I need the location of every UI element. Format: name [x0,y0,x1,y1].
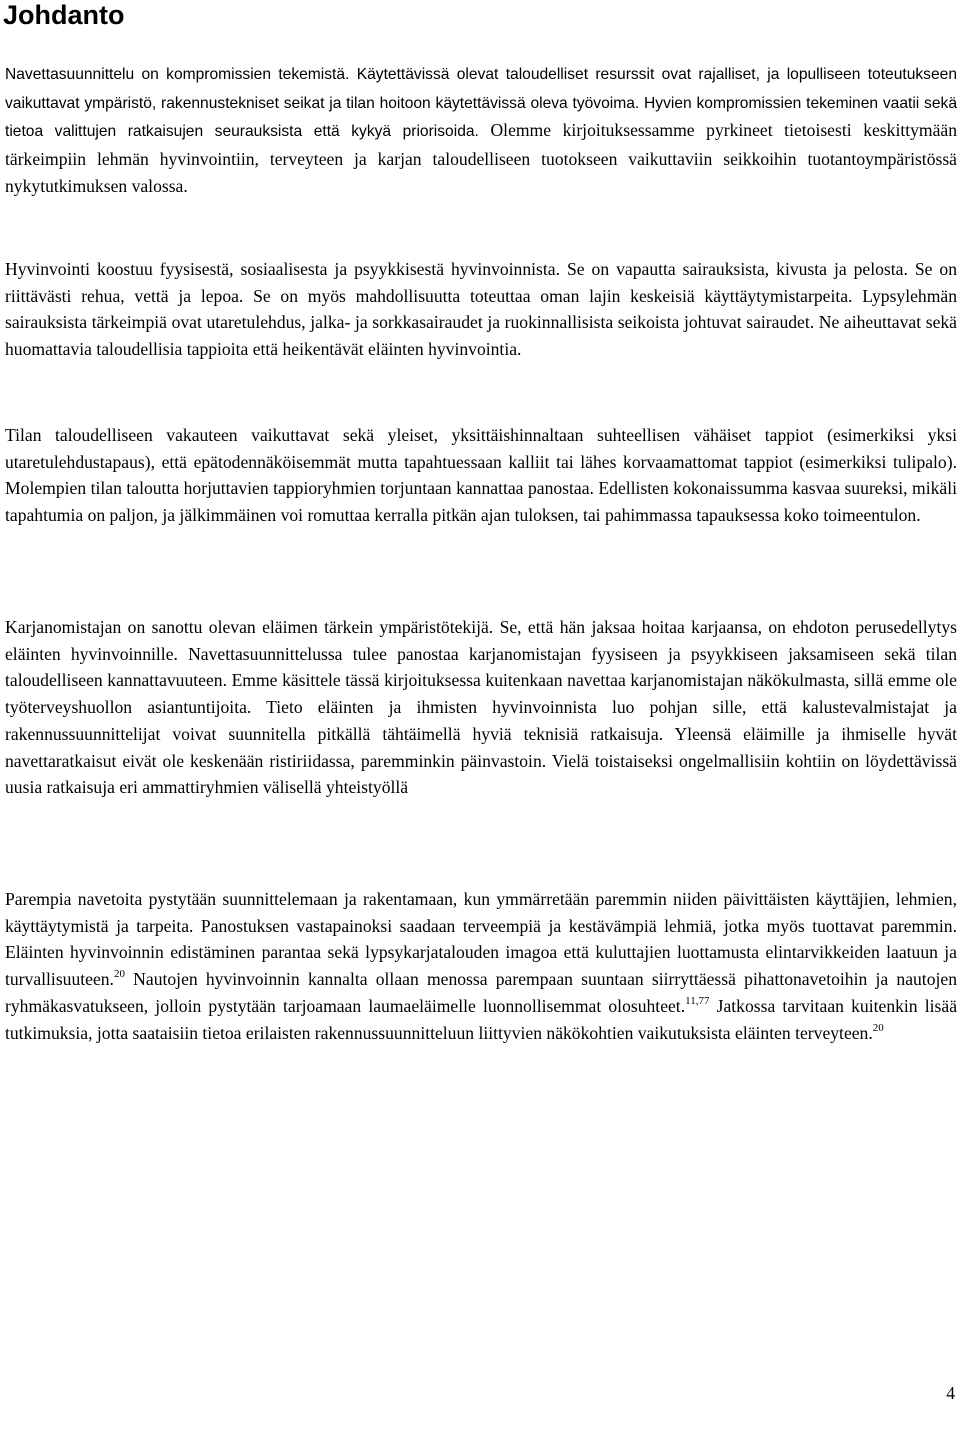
paragraph-text: Nautojen hyvinvoinnin kannalta ollaan menossa parempaan suuntaan siirryttäessä pihattonavetoihin ja nautojen ryhmäkasvatukseen, jolloin pystytään tarjoamaan laumaeläimelle luonnollisemmat olosuhteet. [5,969,957,1016]
paragraph-text: Parempia navetoita pystytään suunnittelemaan ja rakentamaan, kun ymmärretään paremmin niiden päivittäisten käyttäjien, lehmien, käyttäytymistä ja tarpeita. Panostuksen vastapainoksi saadaan terveempiä ja kestävämpiä lehmiä, jotka myös tuottavat paremmin. Eläinten hyvinvoinnin edistäminen parantaa sekä lypsykarjatalouden imagoa että kuluttajien luottamusta elintarvikkeiden laatuun ja turvallisuuteen. [5,889,957,990]
paragraph-farmer [5,614,957,801]
paragraph-text: Tilan taloudelliseen vakauteen vaikuttavat sekä yleiset, yksittäishinnaltaan suhteellisen vähäiset tappiot (esimerkiksi yksi utaretulehdustapaus), että epätodennäköisemmät mutta tapahtuessaan kalliit tai lähes korvaamattomat tappiot (esimerkiksi tulipalo). Molempien tilan taloutta horjuttavien tappioryhmien torjuntaan kannattaa panostaa. Edellisten kokonaissumma kasvaa suureksi, mikäli tapahtumia on paljon, ja jälkimmäinen voi romuttaa kerralla pitkän ajan tuloksen, tai pahimmassa tapauksessa koko toimeentulon. [5,425,957,526]
paragraph-wellbeing [5,256,957,363]
reference-marker: 20 [113,968,125,981]
section-heading: Johdanto [3,0,125,30]
paragraph-text: Olemme kirjoituksessamme pyrkineet tietoisesti keskittymään tärkeimpiin lehmän hyvinvointiin, terveyteen ja karjan taloudelliseen tuotokseen vaikuttaviin seikkoihin tuotantoympäristössä nykytutkimuksen valossa. [5,120,958,196]
paragraph-text: Karjanomistajan on sanottu olevan eläimen tärkein ympäristötekijä. Se, että hän jaksaa hoitaa karjaansa, on ehdoton perusedellytys eläinten hyvinvoinnille. Navettasuunnittelussa tulee panostaa karjanomistajan fyysiseen ja psyykkiseen jaksamiseen sekä tilan taloudelliseen kannattavuuteen. Emme käsittele tässä kirjoituksessa kuitenkaan navettaa karjanomistajan näkökulmasta, sillä emme ole työterveyshuollon asiantuntijoita. Tieto eläinten ja ihmisten hyvinvoinnista luo pohjan sille, että kalustevalmistajat ja rakennussuunnittelijat voivat suunnitella pitkällä tähtäimellä hyviä teknisiä ratkaisuja. Yleensä eläimille ja ihmiselle hyvät navettaratkaisut eivät ole keskenään ristiriidassa, paremminkin päinvastoin. Vielä toistaiseksi ongelmallisiin kohtiin on löydettävissä uusia ratkaisuja eri ammattiryhmien välisellä yhteistyöllä [5,617,957,798]
paragraph-economy [5,422,957,529]
paragraph-better-barns [5,886,957,1046]
paragraph-text: Hyvinvointi koostuu fyysisestä, sosiaalisesta ja psyykkisestä hyvinvoinnista. Se on vapautta sairauksista, kivusta ja pelosta. Se on riittävästi rehua, vettä ja lepoa. Se on myös mahdollisuutta toteuttaa oman lajin keskeisiä käyttäytymistarpeita. Lypsylehmän sairauksista tärkeimpiä ovat utaretulehdus, jalka- ja sorkkasairaudet ja ruokinnallisista seikoista johtuvat sairaudet. Ne aiheuttavat sekä huomattavia taloudellisia tappioita että heikentävät eläinten hyvinvointia. [5,259,957,360]
page-number: 4 [946,1383,955,1403]
paragraph-text: Navettasuunnittelu on kompromissien tekemistä. Käytettävissä olevat taloudelliset resurssit ovat rajalliset, ja lopulliseen toteutukseen vaikuttavat ympäristö, rakennustekniset seikat ja tilan hoitoon käytettävissä oleva työvoima. Hyvien kompromissien tekeminen vaatii sekä tietoa valittujen ratkaisujen seurauksista että kykyä priorisoida. [5,66,957,141]
paragraph-intro [5,60,957,200]
paragraph-text: Jatkossa tarvitaan kuitenkin lisää tutkimuksia, jotta saataisiin tietoa erilaisten rakennussuunnitteluun liittyvien näkökohtien vaikutuksista eläinten terveyteen. [5,995,957,1043]
reference-marker: 20 [872,1021,884,1034]
reference-marker: 11,77 [685,994,710,1007]
